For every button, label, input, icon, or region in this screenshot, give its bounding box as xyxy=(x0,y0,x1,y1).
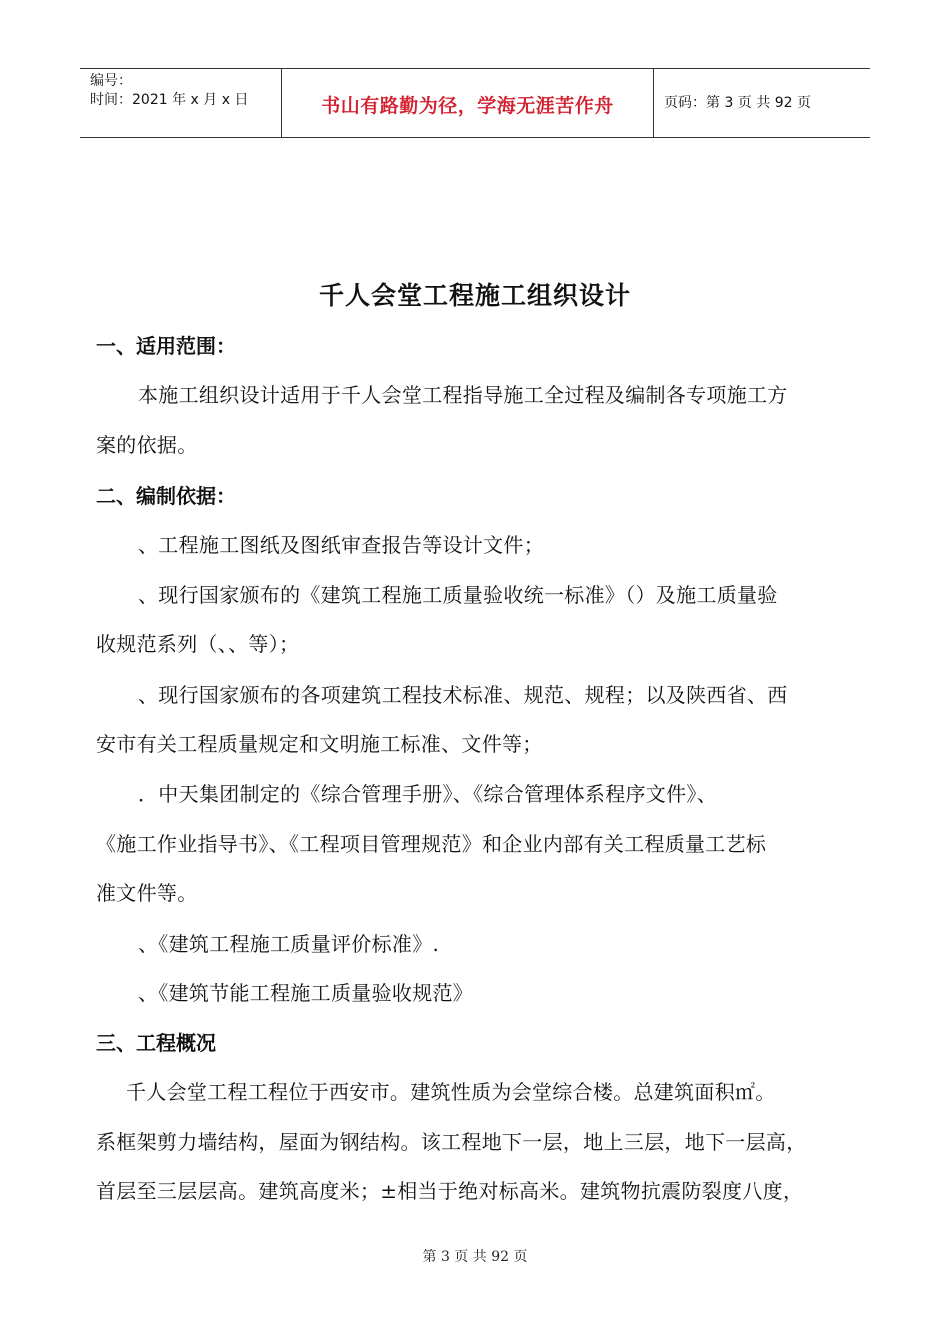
header-motto: 书山有路勤为径，学海无涯苦作舟 xyxy=(321,95,614,117)
section-2-item-3-line-1: 、现行国家颁布的各项建筑工程技术标准、规范、规程；以及陕西省、西 xyxy=(138,683,788,707)
section-2-heading: 二、编制依据： xyxy=(96,484,236,508)
section-3-paragraph-line-1: 千人会堂工程工程位于西安市。建筑性质为会堂综合楼。总建筑面积㎡。 xyxy=(126,1080,776,1104)
header-date-label: 时间：2021 年 x 月 x 日 xyxy=(90,92,249,108)
section-2-item-4-line-3: 准文件等。 xyxy=(96,881,198,905)
section-2-item-6: 、《建筑节能工程施工质量验收规范》 xyxy=(138,981,474,1005)
section-2-item-3-line-2: 安市有关工程质量规定和文明施工标准、文件等； xyxy=(96,732,543,756)
section-2-item-1: 、工程施工图纸及图纸审查报告等设计文件； xyxy=(138,533,544,557)
section-1-heading: 一、适用范围： xyxy=(96,334,236,358)
header-page-cell xyxy=(654,69,870,137)
header-number-label: 编号： xyxy=(90,73,132,89)
section-3-paragraph-line-3: 首层至三层层高。建筑高度米；±相当于绝对标高米。建筑物抗震防裂度八度， xyxy=(96,1179,804,1203)
section-2-item-2-line-2: 收规范系列（、、等）； xyxy=(96,632,300,656)
document-title: 千人会堂工程施工组织设计 xyxy=(318,281,631,310)
page-header xyxy=(80,68,870,138)
section-2-item-4-line-1: ．中天集团制定的《综合管理手册》、《综合管理体系程序文件》、 xyxy=(138,782,717,806)
section-1-paragraph-line-2: 案的依据。 xyxy=(96,433,198,457)
section-2-item-5: 、《建筑工程施工质量评价标准》. xyxy=(138,932,440,956)
page-footer: 第 3 页 共 92 页 xyxy=(422,1249,528,1265)
section-2-item-2-line-1: 、现行国家颁布的《建筑工程施工质量验收统一标准》（）及施工质量验 xyxy=(138,583,778,607)
section-3-paragraph-line-2: 系框架剪力墙结构，屋面为钢结构。该工程地下一层，地上三层，地下一层高， xyxy=(96,1130,807,1154)
header-page-info: 页码：第 3 页 共 92 页 xyxy=(664,95,811,111)
section-3-heading: 三、工程概况 xyxy=(96,1031,216,1055)
section-1-paragraph-line-1: 本施工组织设计适用于千人会堂工程指导施工全过程及编制各专项施工方 xyxy=(138,383,788,407)
header-motto-cell xyxy=(282,69,654,137)
section-2-item-4-line-2: 《施工作业指导书》、《工程项目管理规范》和企业内部有关工程质量工艺标 xyxy=(96,832,767,856)
header-meta-cell xyxy=(80,69,282,137)
